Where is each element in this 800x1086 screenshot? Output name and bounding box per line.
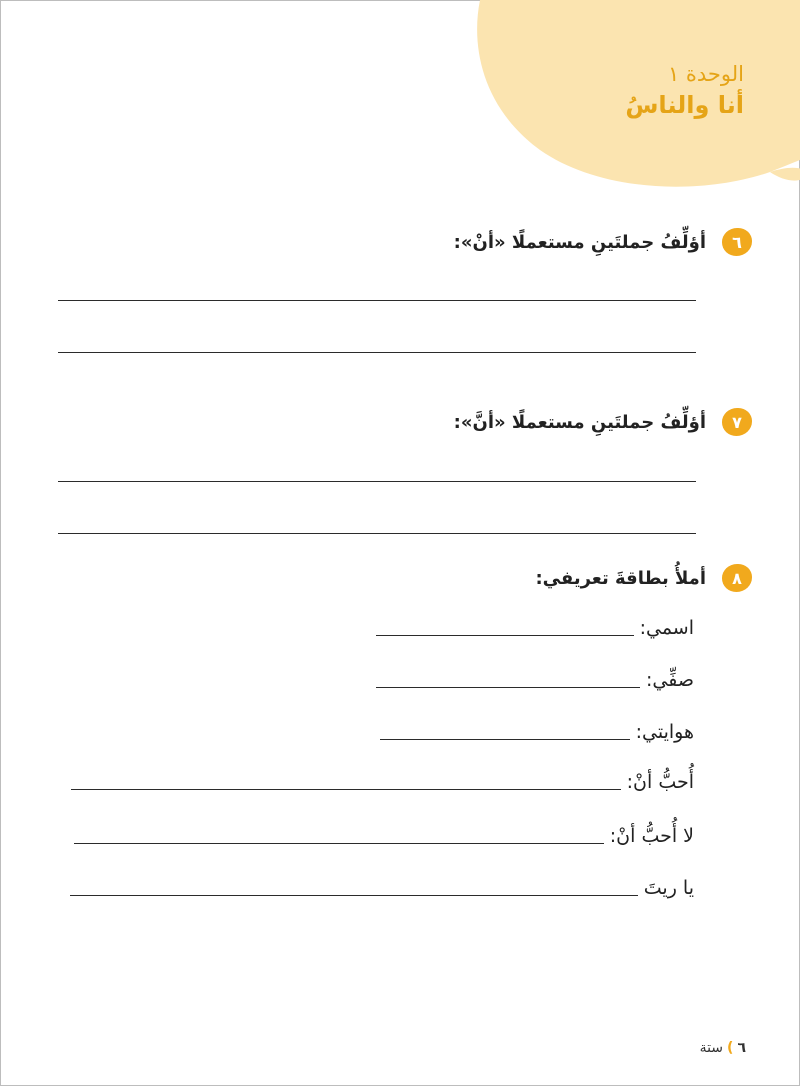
- field-i-wish: [70, 876, 694, 900]
- field-label: أُحبُّ أنْ:: [626, 771, 694, 793]
- field-name: [376, 616, 694, 640]
- field-i-dislike: [74, 824, 694, 848]
- page-number: ٦: [737, 1040, 746, 1056]
- writing-line[interactable]: [58, 300, 696, 301]
- unit-label: الوحدة ١: [667, 62, 744, 86]
- writing-line[interactable]: [58, 481, 696, 482]
- exercise-instruction: أملأُ بطاقةَ تعريفي:: [535, 567, 706, 589]
- field-input-line[interactable]: [74, 843, 604, 844]
- field-class: [376, 668, 694, 692]
- page-word: ستة: [699, 1040, 724, 1056]
- exercise-number-badge: ٨: [722, 564, 752, 592]
- field-label: صفِّي:: [646, 669, 694, 691]
- field-hobbies: [380, 720, 694, 744]
- exercise-instruction: أؤلِّفُ جملتَينِ مستعملًا «أنَّ»:: [453, 411, 706, 433]
- field-input-line[interactable]: [70, 895, 638, 896]
- field-input-line[interactable]: [376, 635, 634, 636]
- field-label: هوايتي:: [635, 721, 694, 743]
- unit-title: أنا والناسُ: [625, 91, 744, 119]
- field-label: لا أُحبُّ أنْ:: [609, 825, 694, 847]
- page-footer: [700, 1040, 746, 1056]
- writing-line[interactable]: [58, 533, 696, 534]
- field-label: يا ريتَ: [643, 877, 694, 899]
- field-label: اسمي:: [639, 617, 694, 639]
- exercise-7: [454, 408, 752, 436]
- exercise-number-badge: ٦: [722, 228, 752, 256]
- exercise-6: [454, 228, 752, 256]
- field-input-line[interactable]: [71, 789, 621, 790]
- page-number-bracket: ): [727, 1040, 734, 1056]
- exercise-instruction: أؤلِّفُ جملتَينِ مستعملًا «أنْ»:: [453, 231, 706, 253]
- unit-header: [625, 60, 744, 122]
- field-input-line[interactable]: [380, 739, 630, 740]
- header-blob-decoration: [440, 0, 800, 190]
- writing-line[interactable]: [58, 352, 696, 353]
- field-i-like: [71, 770, 694, 794]
- exercise-number-badge: ٧: [722, 408, 752, 436]
- exercise-8: [535, 564, 752, 592]
- field-input-line[interactable]: [376, 687, 640, 688]
